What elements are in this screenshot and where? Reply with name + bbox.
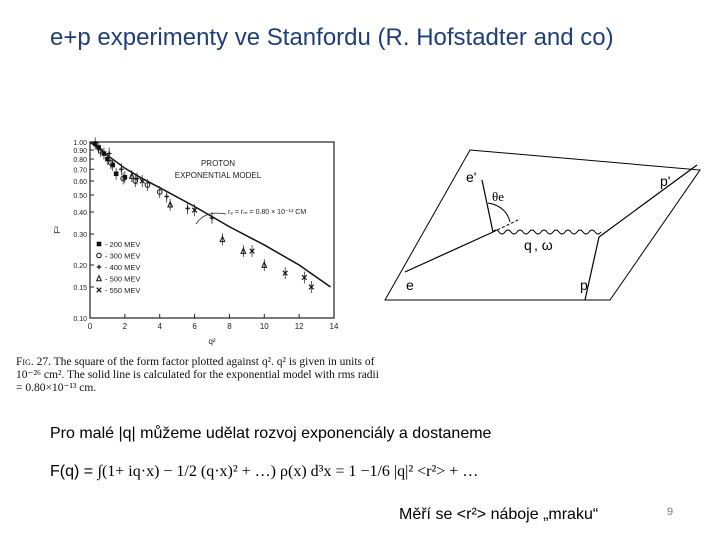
formula-lhs: F(q) = bbox=[50, 463, 98, 480]
chart-title-line2: EXPONENTIAL MODEL bbox=[174, 171, 262, 180]
photon-wavy-line bbox=[493, 230, 601, 234]
label-e: e bbox=[406, 277, 414, 293]
label-e-prime: e' bbox=[466, 169, 477, 185]
legend-label: - 550 MEV bbox=[105, 286, 141, 295]
label-q: q bbox=[524, 237, 532, 253]
x-tick-label: 0 bbox=[87, 322, 93, 331]
page-number: 9 bbox=[667, 506, 674, 518]
formula-line bbox=[50, 463, 478, 481]
y-tick-label: 0.10 bbox=[73, 316, 87, 323]
formula-rhs: ∫(1+ iq·x) − 1/2 (q·x)² + …) ρ(x) d³x = 1 −1/6 |q|² <r²> + … bbox=[97, 463, 479, 480]
electron-in-line bbox=[405, 232, 493, 272]
y-tick-label: 0.60 bbox=[73, 179, 87, 187]
electron-out-line bbox=[482, 180, 493, 232]
label-omega: , ω bbox=[534, 237, 553, 253]
y-tick-label: 1.00 bbox=[73, 140, 87, 147]
y-axis-label: F² bbox=[53, 226, 62, 234]
legend-label: - 200 MEV bbox=[105, 240, 141, 249]
x-tick-label: 14 bbox=[329, 322, 339, 331]
legend-label: - 500 MEV bbox=[105, 274, 141, 284]
y-tick-label: 0.20 bbox=[73, 263, 87, 271]
scattering-plane bbox=[385, 150, 700, 300]
chart-title-line1: PROTON bbox=[200, 159, 236, 168]
label-p-prime: p' bbox=[660, 173, 671, 189]
y-tick-label: 0.50 bbox=[73, 192, 87, 200]
label-p: p bbox=[580, 277, 588, 293]
x-tick-label: 2 bbox=[122, 322, 128, 331]
label-theta-e: θe bbox=[492, 189, 504, 204]
y-tick-label: 0.90 bbox=[73, 148, 87, 156]
y-tick-label: 0.30 bbox=[73, 232, 87, 240]
model-annotation: rₑ = rₘ = 0.80 × 10⁻¹³ CM bbox=[228, 209, 307, 216]
caption-text: The square of the form factor plotted against q². q² is given in units of 10⁻²⁶ cm². The solid line is calculated for the exponential model with rms radii = 0.80×10⁻¹³ cm. bbox=[16, 356, 379, 394]
x-tick-label: 12 bbox=[294, 322, 304, 331]
legend-label: - 300 MEV bbox=[105, 251, 141, 261]
y-tick-label: 0.40 bbox=[73, 210, 87, 218]
proton-out-line bbox=[599, 165, 697, 237]
x-tick-label: 4 bbox=[157, 322, 162, 331]
y-tick-label: 0.70 bbox=[73, 167, 87, 175]
y-tick-label: 0.80 bbox=[73, 157, 87, 165]
expansion-sentence: Pro malé |q| můžeme udělat rozvoj exponenciály a dostaneme bbox=[50, 425, 492, 442]
legend-label: - 400 MEV bbox=[105, 263, 141, 272]
x-tick-label: 8 bbox=[227, 322, 232, 331]
y-tick-label: 0.15 bbox=[73, 285, 87, 293]
caption-fig-label: Fig. 27. bbox=[16, 356, 51, 368]
scattering-angle-arc bbox=[488, 203, 510, 222]
x-tick-label: 10 bbox=[259, 322, 269, 331]
measurement-sentence: Měří se <r²> náboje „mraku“ bbox=[399, 506, 599, 523]
slide-title: e+p experimenty ve Stanfordu (R. Hofstadter and co) bbox=[50, 24, 614, 51]
x-axis-label: q² bbox=[208, 337, 216, 346]
x-tick-label: 6 bbox=[192, 322, 197, 331]
